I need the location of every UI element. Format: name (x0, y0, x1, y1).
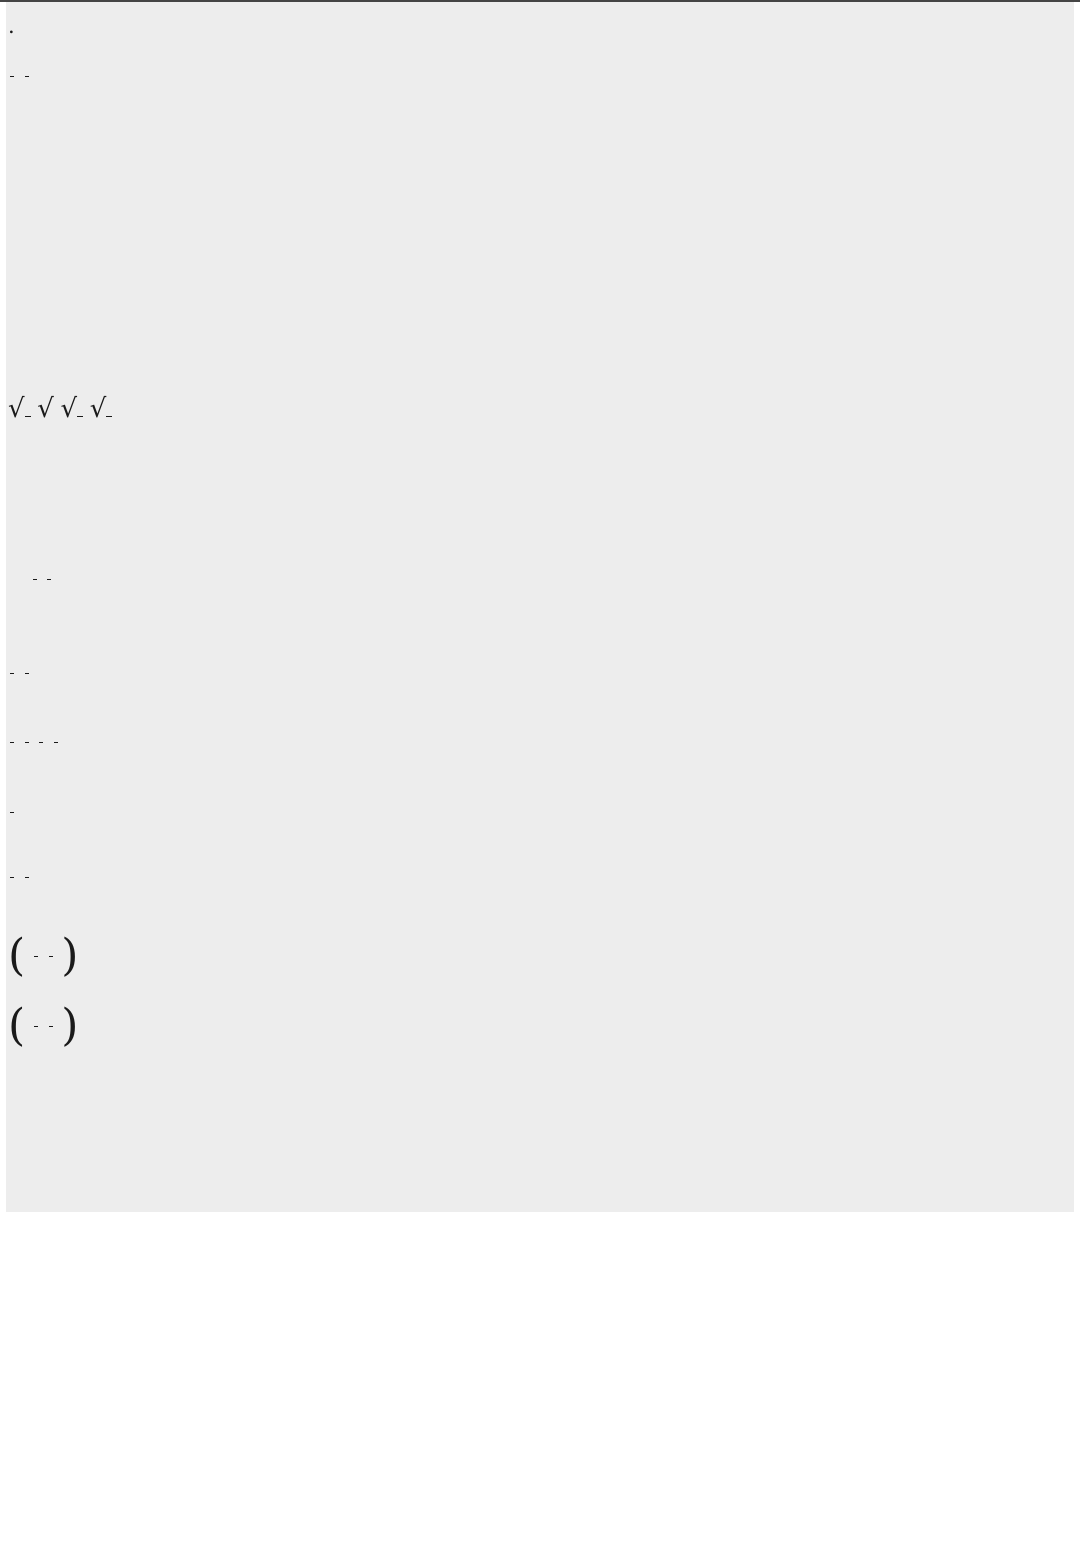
fraction-3-2 (25, 76, 29, 77)
solution-line-13 (8, 730, 60, 752)
solution-line-12 (8, 662, 31, 683)
fraction-1-3 (33, 579, 37, 580)
solution-line-15 (8, 866, 31, 887)
solution-line-14 (8, 800, 16, 822)
fraction-1-2 (10, 76, 14, 77)
solution-line-16: ( ) (8, 930, 79, 981)
solution-line-17: ( ) (8, 1000, 79, 1051)
solution-line-2 (8, 64, 31, 86)
solution-line-8: √ √ √ √ (8, 396, 112, 422)
solution-line-11 (8, 568, 53, 589)
solution-background (6, 2, 1074, 1212)
fraction-7-3 (47, 579, 51, 580)
solution-line-1: . (8, 14, 15, 38)
